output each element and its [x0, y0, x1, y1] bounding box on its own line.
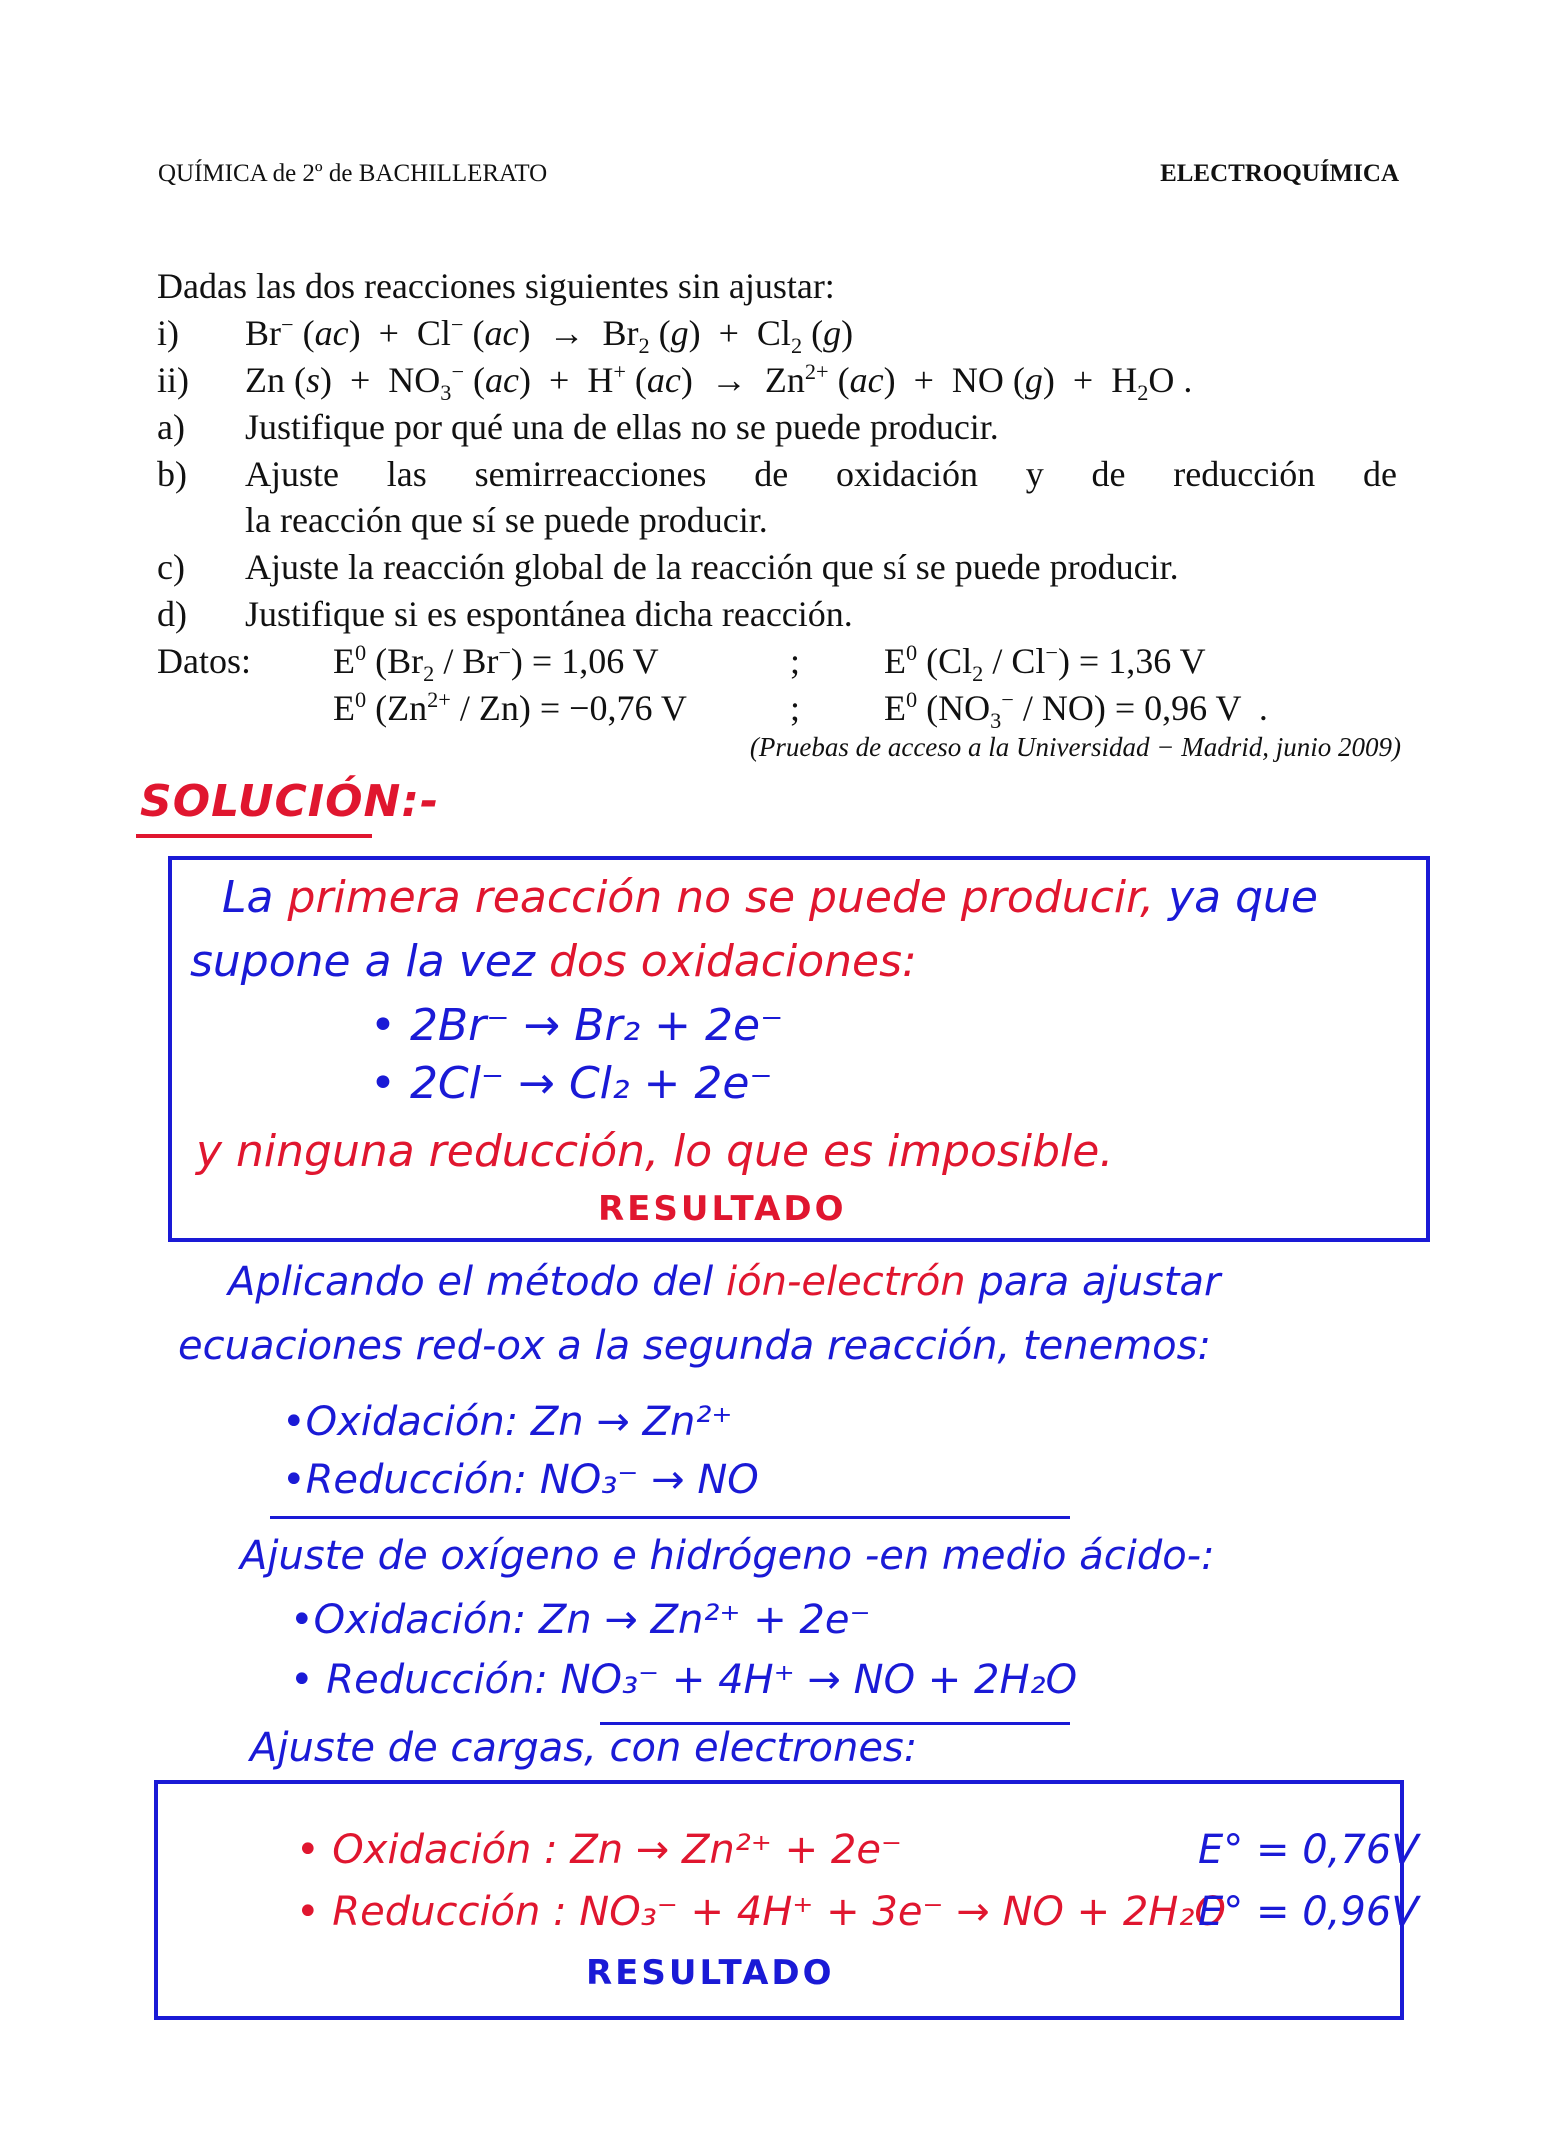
datum-br: $E^0$ $(Br_2 / Br^-) = 1,06$ V [333, 640, 659, 687]
question-b-word: las [386, 454, 427, 494]
datum-separator: ; [790, 688, 801, 728]
reduction-final: • Reducción : NO₃⁻ + 4H⁺ + 3e⁻ → NO + 2H₂O [296, 1889, 1226, 1935]
reaction-i: i) Br− (ac) + Cl− $(ac) \to Br_2$ $(g) + Cl_2$ (g) [157, 312, 854, 359]
solution-title: SOLUCIÓN:- [140, 776, 440, 827]
oxidation-br: • 2Br⁻ → Br₂ + 2e⁻ [370, 1000, 784, 1051]
box1-highlight: primera reacción no se puede producir, [287, 872, 1155, 923]
question-b-word: de [1091, 454, 1126, 494]
method-text: para ajustar [978, 1259, 1221, 1305]
question-b-text-2: la reacción que sí se puede producir. [245, 500, 768, 540]
reduction-step-2: • Reducción: NO₃⁻ + 4H⁺ → NO + 2H₂O [290, 1657, 1078, 1703]
oxidation-final: • Oxidación : Zn → Zn²⁺ + 2e⁻ [296, 1827, 903, 1873]
question-b-word: de [1363, 454, 1397, 494]
source-citation: (Pruebas de acceso a la Universidad − Madrid, junio 2009) [749, 732, 1401, 762]
box1-highlight: dos oxidaciones: [548, 936, 917, 987]
question-c [157, 549, 1179, 585]
datum-cl: $E^0$ $(Cl_2 / Cl^-) = 1,36$ V [884, 640, 1206, 687]
method-text: Aplicando el método del [228, 1259, 714, 1305]
question-b-word: reducción [1173, 454, 1316, 494]
question-b-word: semirreacciones [474, 454, 707, 494]
question-b-word: de [754, 454, 789, 494]
oxidation-potential: E° = 0,76V [1198, 1827, 1419, 1873]
charge-adjustment: Ajuste de cargas, con electrones: [250, 1725, 918, 1771]
box1-text: La [222, 872, 274, 923]
question-b-word: Ajuste [245, 454, 339, 494]
data-label: Datos: [157, 641, 251, 681]
problem-intro: Dadas las dos reacciones siguientes sin ajustar: [157, 266, 835, 306]
question-b-word: y [1025, 454, 1044, 494]
oxidation-step-2: •Oxidación: Zn → Zn²⁺ + 2e⁻ [290, 1597, 871, 1643]
datum-no3: $E^0$ $(NO_3^- / NO) = 0,96$ V . [884, 687, 1268, 734]
oxygen-hydrogen-adjustment: Ajuste de oxígeno e hidrógeno -en medio ácido-: [240, 1533, 1215, 1579]
header-subject: QUÍMICA de 2º de BACHILLERATO [158, 160, 548, 187]
reaction-ii: ii) Zn $(s) + NO_3^-$ (ac) + H+ $(ac) \to Zn^{2+}$ (ac) + NO $(g) + H_2O$ . [157, 359, 1193, 406]
question-a [157, 409, 999, 445]
question-b-word: oxidación [835, 454, 978, 494]
datum-separator: ; [790, 641, 801, 681]
method-highlight: ión-electrón [726, 1259, 966, 1305]
oxidation-step-1: •Oxidación: Zn → Zn²⁺ [282, 1399, 733, 1445]
reaction-i-label: i) [157, 313, 179, 353]
result-label: RESULTADO [586, 1953, 835, 1993]
question-d-label: d) [157, 594, 187, 634]
question-d-text: Justifique si es espontánea dicha reacción. [245, 594, 853, 634]
datum-zn: $E^0$ $(Zn^{2+} / Zn) = -0,76$ V [333, 687, 687, 728]
header-topic: ELECTROQUÍMICA [1160, 160, 1399, 187]
reduction-potential: E° = 0,96V [1198, 1889, 1419, 1935]
result-label: RESULTADO [598, 1189, 847, 1229]
question-a-text: Justifique por qué una de ellas no se puede producir. [245, 407, 999, 447]
reaction-ii-label: ii) [157, 360, 189, 400]
question-c-text: Ajuste la reacción global de la reacción que sí se puede producir. [245, 547, 1179, 587]
box1-text: supone a la vez [190, 936, 535, 987]
box1-conclusion: y ninguna reducción, lo que es imposible. [196, 1126, 1114, 1177]
box1-line-1 [222, 872, 1318, 923]
question-a-label: a) [157, 407, 185, 447]
box1-line-2 [190, 936, 917, 987]
solution-title-underline [136, 834, 372, 838]
separator-line [270, 1516, 1070, 1519]
question-d [157, 596, 853, 632]
oxidation-cl: • 2Cl⁻ → Cl₂ + 2e⁻ [370, 1058, 773, 1109]
reduction-step-1: •Reducción: NO₃⁻ → NO [282, 1457, 759, 1503]
method-line-2: ecuaciones red-ox a la segunda reacción, tenemos: [178, 1323, 1211, 1369]
question-b [157, 456, 1397, 492]
box1-text: ya que [1168, 872, 1318, 923]
question-b-label: b) [157, 454, 187, 494]
method-line-1 [228, 1259, 1221, 1305]
question-c-label: c) [157, 547, 185, 587]
